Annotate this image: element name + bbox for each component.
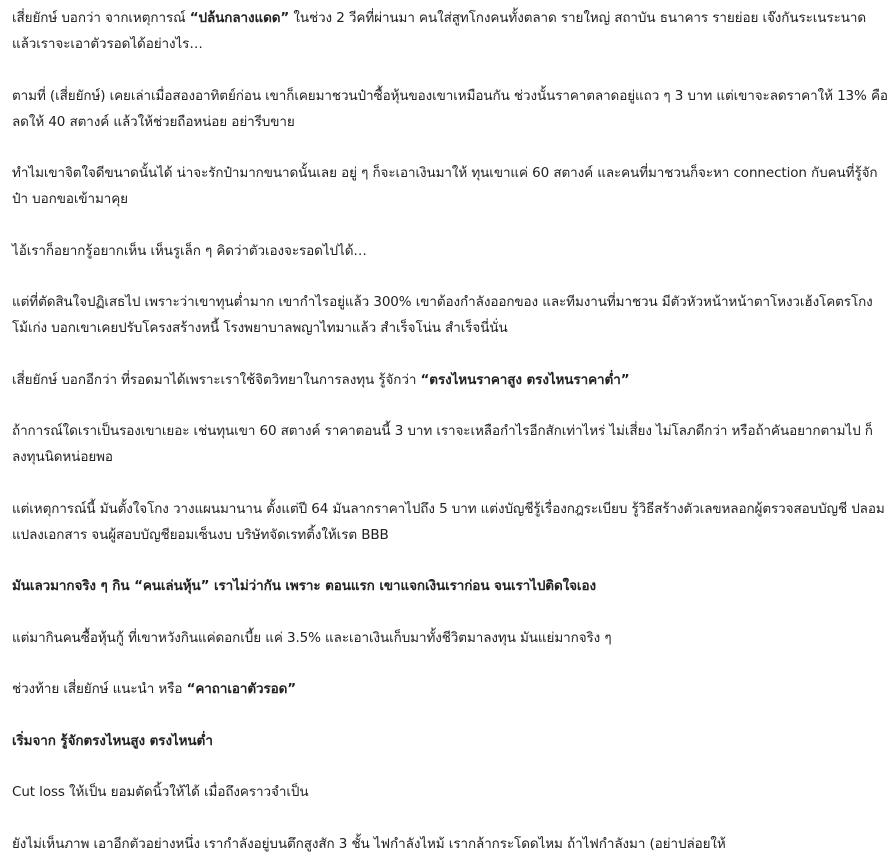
paragraph-psychology: เสี่ยยักษ์ บอกอีกว่า ที่รอดมาได้เพราะเราใช้จิตวิทยาในการลงทุน รู้จักว่า “ตรงไหนราคาสูง ตรงไหนราคาต่ำ”	[12, 371, 630, 388]
quote-stock-players: “คนเล่นหุ้น”	[134, 578, 210, 594]
paragraph-curiosity: ไอ้เราก็อยากรู้อยากเห็น เห็นรูเล็ก ๆ คิดว่าตัวเองจะรอดไปได้…	[12, 242, 367, 259]
quote-robbery-in-daylight: “ปล้นกลางแดด”	[189, 10, 290, 26]
paragraph-disadvantage: ถ้าการณ์ใดเราเป็นรองเขาเยอะ เช่นทุนเขา 60 สตางค์ ราคาตอนนี้ 3 บาท เราจะเหลือกำไรอีกสักเท่าไหร่ ไม่เสี่ยง ไม่โลภดีกว่า หรือถ้าคันอยากตามไป ก็ลงทุนนิดหน่อยพอ	[12, 423, 873, 465]
paragraph-bondholders: แต่มากินคนซื้อหุ้นกู้ ที่เขาหวังกินแค่ดอกเบี้ย แค่ 3.5% และเอาเงินเก็บมาทั้งชีวิตมาลงทุน มันแย่มากจริง ๆ	[12, 629, 612, 646]
quote-survival-spell: “คาถาเอาตัวรอด”	[186, 681, 297, 697]
paragraph-bold-statement: มันเลวมากจริง ๆ กิน “คนเล่นหุ้น” เราไม่ว่ากัน เพราะ ตอนแรก เขาแจกเงินเราก่อน จนเราไปติดใจเอง	[12, 578, 596, 594]
paragraph-cut-loss: Cut loss ให้เป็น ยอมตัดนิ้วให้ได้ เมื่อถึงคราวจำเป็น	[12, 784, 309, 800]
paragraph-fraud-plan: แต่เหตุการณ์นี้ มันตั้งใจโกง วางแผนมานาน ตั้งแต่ปี 64 มันลากราคาไปถึง 5 บาท แต่งบัญชีรู้เรื่องกฎระเบียบ รู้วิธีสร้างตัวเลขหลอกผู้ตรวจสอบบัญชี ปลอมแปลงเอกสาร จนผู้สอบบัญชียอมเซ็นงบ บริษัทจัดเรทติ้งให้เรต BBB	[12, 500, 885, 543]
paragraph-invitation: ตามที่ (เสี่ยยักษ์) เคยเล่าเมื่อสองอาทิตย์ก่อน เขาก็เคยมาชวนป๋าซื้อหุ้นของเขาเหมือนกัน ช่วงนั้นราคาตลาดอยู่แถว ๆ 3 บาท แต่เขาจะลดราคาให้ 13% คือลดให้ 40 สตางค์ แล้วให้ช่วยถือหน่อย อย่ารีบขาย	[12, 87, 888, 130]
paragraph-intro: เสี่ยยักษ์ บอกว่า จากเหตุการณ์ “ปล้นกลางแดด” ในช่วง 2 วีคที่ผ่านมา คนใส่สูทโกงคนทั้งตลาด รายใหญ่ สถาบัน ธนาคาร รายย่อย เจ๊งกันระเนระนาด แล้วเราจะเอาตัวรอดได้อย่างไร…	[12, 10, 867, 52]
paragraph-know-high-low: เริ่มจาก รู้จักตรงไหนสูง ตรงไหนต่ำ	[12, 732, 213, 749]
paragraph-building-example: ยังไม่เห็นภาพ เอาอีกตัวอย่างหนึ่ง เรากำลังอยู่บนตึกสูงสัก 3 ชั้น ไฟกำลังไหม้ เรากล้ากระโดดไหม ถ้าไฟกำลังมา (อย่าปล่อยให้	[12, 835, 726, 852]
quote-high-low-price: “ตรงไหนราคาสูง ตรงไหนราคาต่ำ”	[420, 371, 630, 388]
paragraph-advice: ช่วงท้าย เสี่ยยักษ์ แนะนำ หรือ “คาถาเอาตัวรอด”	[12, 681, 297, 697]
paragraph-why-kind: ทำไมเขาจิตใจดีขนาดนั้นได้ น่าจะรักป๋ามากขนาดนั้นเลย อยู่ ๆ ก็จะเอาเงินมาให้ ทุนเขาแค่ 60 สตางค์ และคนที่มาชวนก็จะหา connection กับคนที่รู้จักป๋า บอกขอเข้ามาคุย	[12, 165, 878, 207]
paragraph-refusal: แต่ที่ตัดสินใจปฏิเสธไป เพราะว่าเขาทุนต่ำมาก เขากำไรอยู่แล้ว 300% เขาต้องกำลังออกของ และทีมงานที่มาชวน มีตัวหัวหน้าหน้าตาโหงวเฮ้งโคตรโกง โม้เก่ง บอกเขาเคยปรับโครงสร้างหนี้ โรงพยาบาลพญาไทมาแล้ว สำเร็จโน่น สำเร็จนี่นั่น	[12, 294, 873, 336]
